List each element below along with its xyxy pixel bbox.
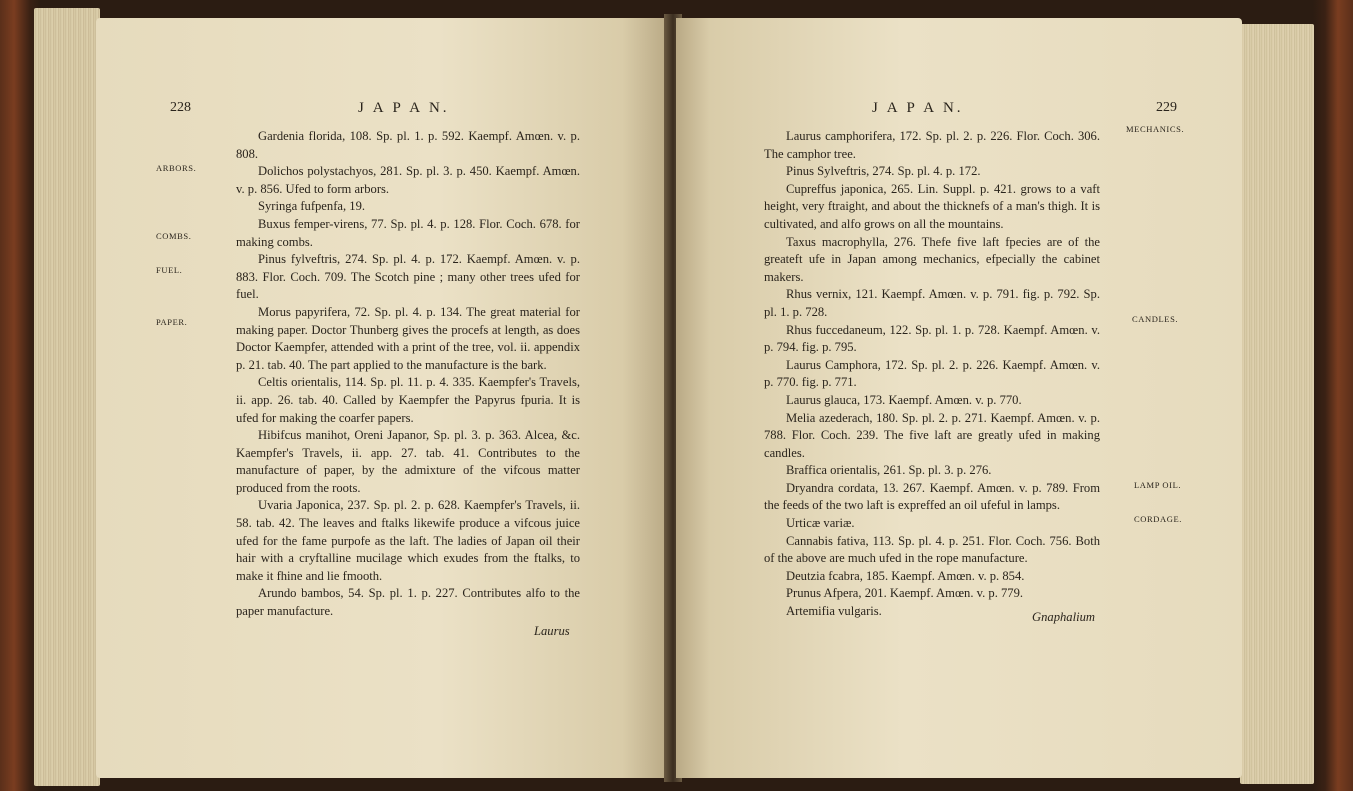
paragraph: Laurus Camphora, 172. Sp. pl. 2. p. 226. Kaempf. Amœn. v. p. 770. fig. p. 771.	[764, 357, 1100, 390]
paragraph: Taxus macrophylla, 276. Thefe five laft fpecies are of the greateft ufe in Japan among mechanics, efpecially the cabinet makers.	[764, 234, 1100, 284]
paragraph: Braffica orientalis, 261. Sp. pl. 3. p. 276.	[786, 463, 992, 478]
paragraph: Cannabis fativa, 113. Sp. pl. 4. p. 251. Flor. Coch. 756. Both of the above are much ufed in the rope manufacture.	[764, 533, 1100, 566]
paragraph: Laurus camphorifera, 172. Sp. pl. 2. p. 226. Flor. Coch. 306. The camphor tree.	[764, 129, 1100, 161]
margin-note-combs: COMBS.	[156, 231, 192, 241]
paragraph: Buxus femper-virens, 77. Sp. pl. 4. p. 128. Flor. Coch. 678. for making combs.	[236, 216, 580, 249]
paragraph: Dolichos polystachyos, 281. Sp. pl. 3. p. 450. Kaempf. Amœn. v. p. 856. Ufed to form arbors.	[236, 164, 580, 196]
margin-note-mechanics: MECHANICS.	[1126, 124, 1185, 134]
paragraph: Pinus Sylveftris, 274. Sp. pl. 4. p. 172.	[786, 164, 981, 179]
paragraph: Artemifia vulgaris.	[786, 604, 882, 619]
right-body-text	[764, 128, 1100, 621]
paragraph: Hibifcus manihot, Oreni Japanor, Sp. pl. 3. p. 363. Alcea, &c. Kaempfer's Travels, ii. app. 27. tab. 41. Contributes to the manufacture of paper, by the admixture of the vifcous matter produced from the roots.	[236, 428, 580, 495]
right-page	[676, 18, 1242, 778]
left-catchword: Laurus	[534, 624, 570, 638]
right-catchword: Gnaphalium	[1032, 610, 1095, 624]
paragraph: Celtis orientalis, 114. Sp. pl. 11. p. 4. 335. Kaempfer's Travels, ii. app. 26. tab. 40. Called by Kaempfer the Papyrus fpuria. It is ufed for making the coarfer papers.	[236, 375, 580, 425]
right-page-edges	[1240, 24, 1314, 784]
paragraph: Pinus fylveftris, 274. Sp. pl. 4. p. 172. Kaempf. Amœn. v. p. 883. Flor. Coch. 709. The Scotch pine ; many other trees ufed for fuel.	[236, 252, 580, 302]
right-running-head: J A P A N.	[872, 100, 964, 116]
left-page	[96, 18, 668, 778]
paragraph: Melia azederach, 180. Sp. pl. 2. p. 271. Kaempf. Amœn. v. p. 788. Flor. Coch. 239. The five laft are greatly ufed in making candles.	[764, 410, 1100, 460]
paragraph: Rhus vernix, 121. Kaempf. Amœn. v. p. 791. fig. p. 792. Sp. pl. 1. p. 728.	[764, 287, 1100, 319]
left-running-head: J A P A N.	[358, 100, 450, 116]
paragraph: Morus papyrifera, 72. Sp. pl. 4. p. 134. The great material for making paper. Doctor Thunberg gives the procefs at length, as does Doctor Kaempfer, attended with a print of the tree, vol. ii. appendix p. 21. tab. 40. The part applied to the manufacture is the bark.	[236, 304, 580, 372]
paragraph: Prunus Afpera, 201. Kaempf. Amœn. v. p. 779.	[786, 586, 1024, 601]
margin-note-candles: CANDLES.	[1132, 314, 1179, 324]
paragraph: Uvaria Japonica, 237. Sp. pl. 2. p. 628. Kaempfer's Travels, ii. 58. tab. 42. The leaves and ftalks likewife produce a vifcous juice ufed for the fame purpofe as the laft. The ladies of Japan oil their hair with a cryftalline mucilage which exudes from the ftalks, to make it fhine and lie fmooth.	[236, 498, 580, 583]
paragraph: Arundo bambos, 54. Sp. pl. 1. p. 227. Contributes alfo to the paper manufacture.	[236, 586, 580, 619]
paragraph: Deutzia fcabra, 185. Kaempf. Amœn. v. p. 854.	[786, 568, 1025, 583]
margin-note-fuel: FUEL.	[156, 265, 183, 275]
paragraph: Laurus glauca, 173. Kaempf. Amœn. v. p. 770.	[786, 392, 1022, 407]
paragraph: Urticæ variæ.	[786, 516, 855, 531]
right-page-number: 229	[1156, 100, 1177, 115]
paragraph: Dryandra cordata, 13. 267. Kaempf. Amœn. v. p. 789. From the feeds of the two laft is expreffed an oil ufeful in lamps.	[764, 480, 1100, 513]
paragraph: Cupreffus japonica, 265. Lin. Suppl. p. 421. grows to a vaft height, very ftraight, and about the thicknefs of a man's thigh. It is cultivated, and alfo grows on all the mountains.	[764, 181, 1100, 231]
margin-note-arbors: ARBORS.	[156, 163, 197, 173]
paragraph: Rhus fuccedaneum, 122. Sp. pl. 1. p. 728. Kaempf. Amœn. v. p. 794. fig. p. 795.	[764, 322, 1100, 355]
margin-note-paper: PAPER.	[156, 317, 188, 327]
paragraph: Gardenia florida, 108. Sp. pl. 1. p. 592. Kaempf. Amœn. v. p. 808.	[236, 129, 580, 161]
left-page-edges	[34, 8, 100, 786]
margin-note-lamp-oil: LAMP OIL.	[1134, 480, 1182, 490]
paragraph: Syringa fufpenfa, 19.	[258, 199, 366, 214]
left-body-text	[236, 128, 580, 621]
left-page-number: 228	[170, 100, 191, 115]
margin-note-cordage: CORDAGE.	[1134, 514, 1183, 524]
